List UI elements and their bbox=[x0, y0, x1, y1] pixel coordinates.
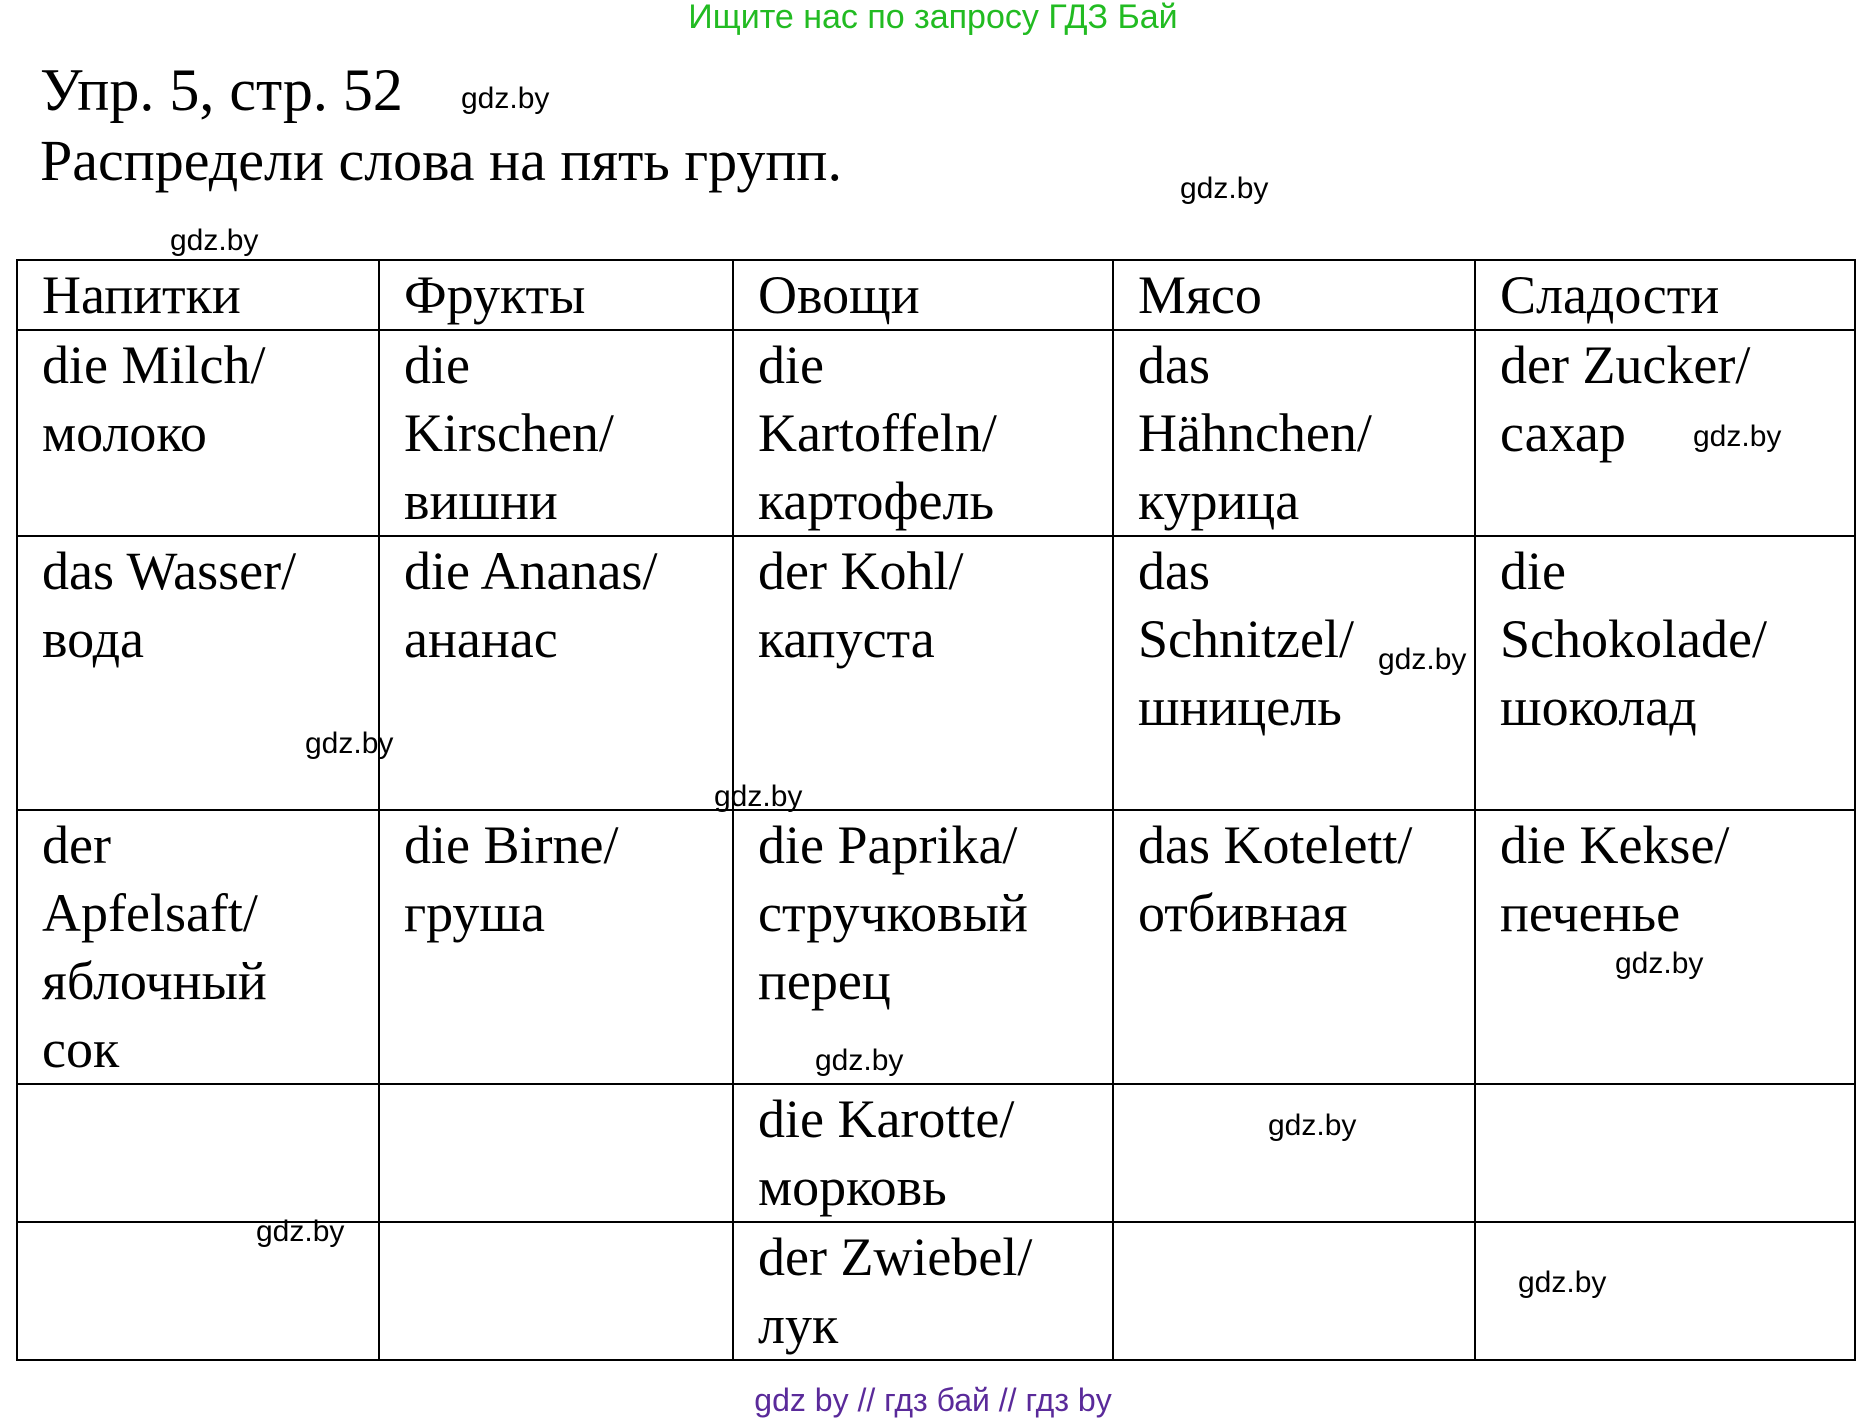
table-cell: die Kartoffeln/ картофель bbox=[733, 330, 1113, 536]
table-cell: die Schokolade/ шоколад bbox=[1475, 536, 1855, 810]
table-cell: der Apfelsaft/ яблочный сок bbox=[17, 810, 379, 1084]
header-sweets: Сладости bbox=[1475, 260, 1855, 330]
table-cell bbox=[17, 1084, 379, 1222]
top-banner: Ищите нас по запросу ГДЗ Бай bbox=[688, 0, 1178, 36]
table-cell: die Paprika/ стручковый перец bbox=[733, 810, 1113, 1084]
table-cell: der Kohl/ капуста bbox=[733, 536, 1113, 810]
footer-links: gdz by // гдз бай // гдз by bbox=[754, 1382, 1112, 1418]
table-cell: der Zucker/ сахар bbox=[1475, 330, 1855, 536]
watermark: gdz.by bbox=[815, 1044, 904, 1077]
table-row bbox=[17, 1084, 1855, 1222]
table-cell: das Hähnchen/ курица bbox=[1113, 330, 1475, 536]
watermark: gdz.by bbox=[170, 224, 259, 257]
table-cell: das Kotelett/ отбивная bbox=[1113, 810, 1475, 1084]
watermark: gdz.by bbox=[1180, 172, 1269, 205]
table-cell: das Wasser/ вода bbox=[17, 536, 379, 810]
watermark: gdz.by bbox=[1378, 643, 1467, 676]
table-cell: die Birne/ груша bbox=[379, 810, 733, 1084]
table-cell: die Kirschen/ вишни bbox=[379, 330, 733, 536]
table-cell: die Kekse/ печенье bbox=[1475, 810, 1855, 1084]
table-row bbox=[17, 536, 1855, 810]
watermark: gdz.by bbox=[714, 780, 803, 813]
table-cell: die Ananas/ ананас bbox=[379, 536, 733, 810]
table-cell bbox=[1113, 1084, 1475, 1222]
table-header-row bbox=[17, 260, 1855, 330]
watermark: gdz.by bbox=[461, 82, 550, 115]
watermark: gdz.by bbox=[1615, 947, 1704, 980]
header-meat: Мясо bbox=[1113, 260, 1475, 330]
watermark: gdz.by bbox=[1693, 420, 1782, 453]
table-row bbox=[17, 330, 1855, 536]
table-cell bbox=[379, 1222, 733, 1360]
header-drinks: Напитки bbox=[17, 260, 379, 330]
table-cell bbox=[1113, 1222, 1475, 1360]
header-vegetables: Овощи bbox=[733, 260, 1113, 330]
task-text: Распредели слова на пять групп. bbox=[40, 128, 842, 193]
table-cell: das Schnitzel/ шницель bbox=[1113, 536, 1475, 810]
table-cell: die Milch/ молоко bbox=[17, 330, 379, 536]
table-cell: der Zwiebel/ лук bbox=[733, 1222, 1113, 1360]
watermark: gdz.by bbox=[1268, 1109, 1357, 1142]
watermark: gdz.by bbox=[256, 1215, 345, 1248]
table-cell: die Karotte/ морковь bbox=[733, 1084, 1113, 1222]
watermark: gdz.by bbox=[305, 727, 394, 760]
header-fruits: Фрукты bbox=[379, 260, 733, 330]
exercise-title: Упр. 5, стр. 52 bbox=[40, 57, 403, 123]
word-groups-table bbox=[16, 259, 1856, 1361]
table-cell bbox=[379, 1084, 733, 1222]
table-row bbox=[17, 810, 1855, 1084]
table-cell bbox=[1475, 1084, 1855, 1222]
watermark: gdz.by bbox=[1518, 1266, 1607, 1299]
